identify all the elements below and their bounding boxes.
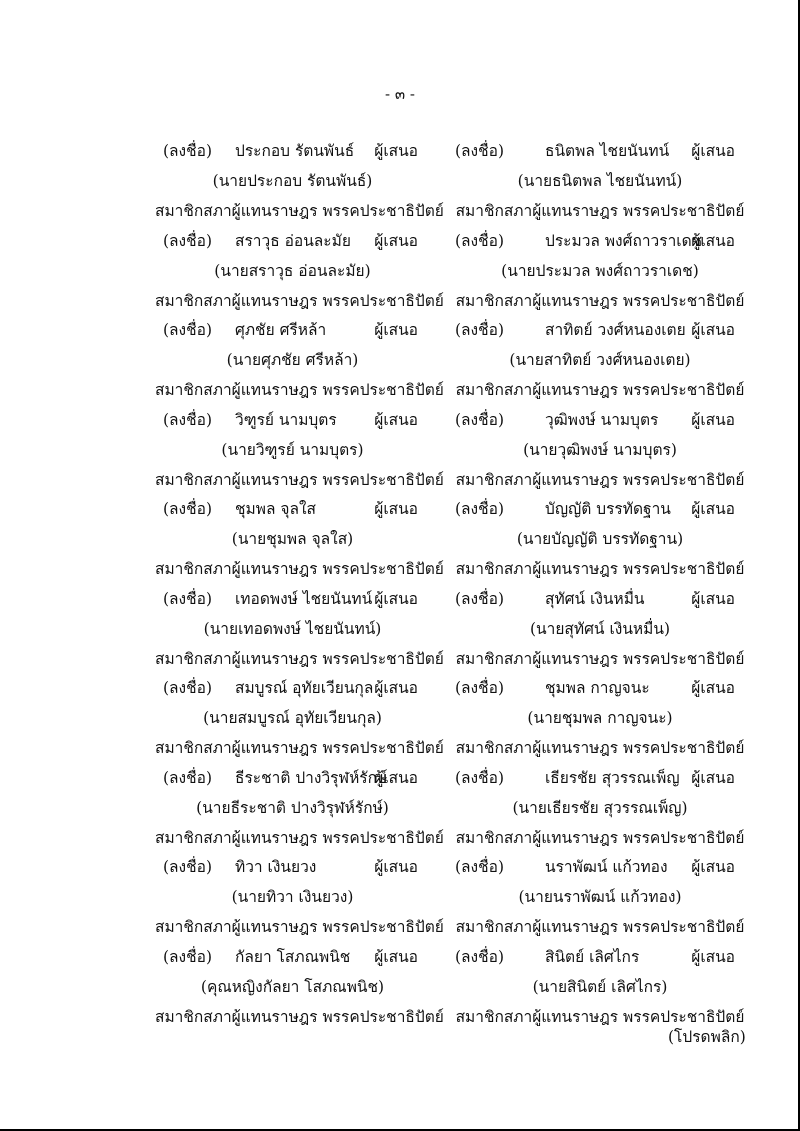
signature-block xyxy=(455,852,745,942)
proposer-label: ผู้เสนอ xyxy=(374,410,418,429)
signature-line xyxy=(455,494,745,524)
signature-block xyxy=(455,226,745,316)
printed-name: (นายธีระชาติ ปางวิรุฬห์รักษ์) xyxy=(196,798,389,817)
printed-name: (นายธนิตพล ไชยนันทน์) xyxy=(517,172,683,190)
proposer-label: ผู้เสนอ xyxy=(691,947,735,966)
signer-name: เธียรชัย สุวรรณเพ็ญ xyxy=(545,768,680,787)
sign-label: (ลงชื่อ) xyxy=(455,500,504,518)
printed-name: (นายเทอดพงษ์ ไชยนันทน์) xyxy=(203,619,382,638)
proposer-label: ผู้เสนอ xyxy=(374,589,418,608)
signer-name: สราวุธ อ่อนละมัย xyxy=(235,231,351,250)
proposer-label: ผู้เสนอ xyxy=(374,231,418,250)
signature-line xyxy=(155,226,430,256)
signature-line xyxy=(455,852,745,882)
signature-line xyxy=(155,136,430,166)
proposer-label: ผู้เสนอ xyxy=(691,142,735,160)
signature-block xyxy=(155,315,444,405)
sign-label: (ลงชื่อ) xyxy=(163,321,212,339)
signature-line xyxy=(455,763,745,793)
affiliation: สมาชิกสภาผู้แทนราษฎร พรรคประชาธิปัตย์ xyxy=(155,828,444,847)
sign-label: (ลงชื่อ) xyxy=(455,410,504,429)
sign-label: (ลงชื่อ) xyxy=(455,947,504,966)
proposer-label: ผู้เสนอ xyxy=(374,768,418,787)
printed-name: (นายวิฑูรย์ นามบุตร) xyxy=(221,440,364,459)
sign-label: (ลงชื่อ) xyxy=(455,321,504,339)
proposer-label: ผู้เสนอ xyxy=(691,321,735,339)
signature-line xyxy=(455,405,745,435)
printed-name: (นายวุฒิพงษ์ นามบุตร) xyxy=(523,440,677,459)
signature-block xyxy=(455,673,745,763)
signatures-left-column xyxy=(155,136,444,1031)
proposer-label: ผู้เสนอ xyxy=(691,768,735,787)
printed-name: (นายทิวา เงินยวง) xyxy=(231,888,354,906)
affiliation: สมาชิกสภาผู้แทนราษฎร พรรคประชาธิปัตย์ xyxy=(455,381,745,399)
signer-name: ชุมพล จุลใส xyxy=(235,500,316,518)
signature-block xyxy=(455,136,745,226)
affiliation: สมาชิกสภาผู้แทนราษฎร พรรคประชาธิปัตย์ xyxy=(155,381,444,399)
affiliation: สมาชิกสภาผู้แทนราษฎร พรรคประชาธิปัตย์ xyxy=(155,291,444,310)
signature-block xyxy=(155,852,444,942)
printed-name: (นายนราพัฒน์ แก้วทอง) xyxy=(518,888,682,906)
signature-line xyxy=(455,226,745,256)
signature-line xyxy=(155,852,430,882)
signature-line xyxy=(155,494,430,524)
signer-name: เทอดพงษ์ ไชยนันทน์ xyxy=(235,589,373,608)
affiliation: สมาชิกสภาผู้แทนราษฎร พรรคประชาธิปัตย์ xyxy=(455,470,745,489)
sign-label: (ลงชื่อ) xyxy=(455,231,504,250)
signature-block xyxy=(155,494,444,584)
sign-label: (ลงชื่อ) xyxy=(455,589,504,608)
signature-line xyxy=(155,405,430,435)
sign-label: (ลงชื่อ) xyxy=(163,231,212,250)
printed-name: (นายสมบูรณ์ อุทัยเวียนกุล) xyxy=(203,709,382,727)
sign-label: (ลงชื่อ) xyxy=(455,142,504,160)
signature-line xyxy=(455,315,745,345)
affiliation: สมาชิกสภาผู้แทนราษฎร พรรคประชาธิปัตย์ xyxy=(155,560,444,578)
signer-name: สาทิตย์ วงศ์หนองเตย xyxy=(545,321,686,339)
affiliation: สมาชิกสภาผู้แทนราษฎร พรรคประชาธิปัตย์ xyxy=(455,560,745,578)
proposer-label: ผู้เสนอ xyxy=(691,858,735,876)
signature-block xyxy=(455,494,745,584)
proposer-label: ผู้เสนอ xyxy=(374,142,418,160)
signer-name: สมบูรณ์ อุทัยเวียนกุล xyxy=(235,679,374,697)
printed-name: (นายศุภชัย ศรีหล้า) xyxy=(226,351,359,369)
signer-name: สินิตย์ เลิศไกร xyxy=(545,947,640,966)
sign-label: (ลงชื่อ) xyxy=(455,858,504,876)
printed-name: (นายสุทัศน์ เงินหมื่น) xyxy=(529,619,670,638)
signature-block xyxy=(155,763,444,853)
signature-block xyxy=(155,136,444,226)
signature-line xyxy=(155,763,430,793)
page-number: - ๓ - xyxy=(385,85,415,103)
signer-name: ทิวา เงินยวง xyxy=(235,858,317,876)
affiliation: สมาชิกสภาผู้แทนราษฎร พรรคประชาธิปัตย์ xyxy=(455,202,745,220)
printed-name: (นายชุมพล จุลใส) xyxy=(231,530,354,548)
signer-name: กัลยา โสภณพนิช xyxy=(235,947,351,966)
affiliation: สมาชิกสภาผู้แทนราษฎร พรรคประชาธิปัตย์ xyxy=(455,828,745,847)
sign-label: (ลงชื่อ) xyxy=(455,679,504,697)
affiliation: สมาชิกสภาผู้แทนราษฎร พรรคประชาธิปัตย์ xyxy=(455,649,745,668)
sign-label: (ลงชื่อ) xyxy=(163,858,212,876)
printed-name: (นายประกอบ รัตนพันธ์) xyxy=(212,172,373,190)
signature-line xyxy=(155,584,430,614)
signer-name: ชุมพล กาญจนะ xyxy=(545,679,650,697)
signer-name: ธีระชาติ ปางวิรุฬห์รักษ์ xyxy=(235,768,388,787)
signature-block xyxy=(155,405,444,495)
signer-name: ประมวล พงศ์ถาวราเดช xyxy=(545,231,703,250)
signature-line xyxy=(155,942,430,972)
affiliation: สมาชิกสภาผู้แทนราษฎร พรรคประชาธิปัตย์ xyxy=(455,739,745,757)
proposer-label: ผู้เสนอ xyxy=(374,500,418,518)
signer-name: วิฑูรย์ นามบุตร xyxy=(235,410,337,429)
turn-page-note: (โปรดพลิก) xyxy=(668,1028,746,1046)
proposer-label: ผู้เสนอ xyxy=(374,858,418,876)
signature-line xyxy=(455,942,745,972)
signature-block xyxy=(155,942,444,1032)
proposer-label: ผู้เสนอ xyxy=(691,410,735,429)
signer-name: สุทัศน์ เงินหมื่น xyxy=(545,589,645,608)
proposer-label: ผู้เสนอ xyxy=(691,679,735,697)
printed-name: (นายสินิตย์ เลิศไกร) xyxy=(532,977,668,996)
affiliation: สมาชิกสภาผู้แทนราษฎร พรรคประชาธิปัตย์ xyxy=(155,918,444,936)
proposer-label: ผู้เสนอ xyxy=(374,321,418,339)
printed-name: (นายสราวุธ อ่อนละมัย) xyxy=(214,261,371,280)
signature-block xyxy=(455,405,745,495)
signer-name: ประกอบ รัตนพันธ์ xyxy=(235,142,355,160)
signer-name: ศุภชัย ศรีหล้า xyxy=(235,321,327,339)
signature-block xyxy=(455,942,745,1032)
sign-label: (ลงชื่อ) xyxy=(163,768,212,787)
printed-name: (นายสาทิตย์ วงศ์หนองเตย) xyxy=(509,351,691,369)
proposer-label: ผู้เสนอ xyxy=(374,679,418,697)
affiliation: สมาชิกสภาผู้แทนราษฎร พรรคประชาธิปัตย์ xyxy=(155,649,444,668)
signer-name: บัญญัติ บรรทัดฐาน xyxy=(545,500,671,518)
sign-label: (ลงชื่อ) xyxy=(163,589,212,608)
signature-line xyxy=(455,584,745,614)
signature-block xyxy=(155,673,444,763)
sign-label: (ลงชื่อ) xyxy=(163,500,212,518)
signer-name: วุฒิพงษ์ นามบุตร xyxy=(545,410,659,429)
signature-block xyxy=(155,226,444,316)
affiliation: สมาชิกสภาผู้แทนราษฎร พรรคประชาธิปัตย์ xyxy=(455,918,745,936)
sign-label: (ลงชื่อ) xyxy=(163,947,212,966)
printed-name: (นายประมวล พงศ์ถาวราเดช) xyxy=(501,261,699,280)
signer-name: ธนิตพล ไชยนันทน์ xyxy=(545,142,670,160)
printed-name: (นายชุมพล กาญจนะ) xyxy=(527,709,673,727)
sign-label: (ลงชื่อ) xyxy=(163,679,212,697)
signature-line xyxy=(455,136,745,166)
printed-name: (คุณหญิงกัลยา โสภณพนิช) xyxy=(200,977,385,996)
signer-name: นราพัฒน์ แก้วทอง xyxy=(545,858,668,876)
signature-block xyxy=(455,763,745,853)
proposer-label: ผู้เสนอ xyxy=(691,589,735,608)
proposer-label: ผู้เสนอ xyxy=(691,500,735,518)
signature-block xyxy=(155,584,444,674)
affiliation: สมาชิกสภาผู้แทนราษฎร พรรคประชาธิปัตย์ xyxy=(455,1007,745,1026)
printed-name: (นายเธียรชัย สุวรรณเพ็ญ) xyxy=(512,798,688,817)
sign-label: (ลงชื่อ) xyxy=(455,768,504,787)
affiliation: สมาชิกสภาผู้แทนราษฎร พรรคประชาธิปัตย์ xyxy=(155,202,444,220)
signature-block xyxy=(455,584,745,674)
affiliation: สมาชิกสภาผู้แทนราษฎร พรรคประชาธิปัตย์ xyxy=(155,470,444,489)
affiliation: สมาชิกสภาผู้แทนราษฎร พรรคประชาธิปัตย์ xyxy=(455,291,745,310)
signature-line xyxy=(155,673,430,703)
proposer-label: ผู้เสนอ xyxy=(691,231,735,250)
sign-label: (ลงชื่อ) xyxy=(163,142,212,160)
affiliation: สมาชิกสภาผู้แทนราษฎร พรรคประชาธิปัตย์ xyxy=(155,1007,444,1026)
signature-line xyxy=(455,673,745,703)
signature-line xyxy=(155,315,430,345)
sign-label: (ลงชื่อ) xyxy=(163,410,212,429)
proposer-label: ผู้เสนอ xyxy=(374,947,418,966)
affiliation: สมาชิกสภาผู้แทนราษฎร พรรคประชาธิปัตย์ xyxy=(155,739,444,757)
printed-name: (นายบัญญัติ บรรทัดฐาน) xyxy=(516,530,684,548)
signatures-right-column xyxy=(455,136,745,1031)
signature-block xyxy=(455,315,745,405)
